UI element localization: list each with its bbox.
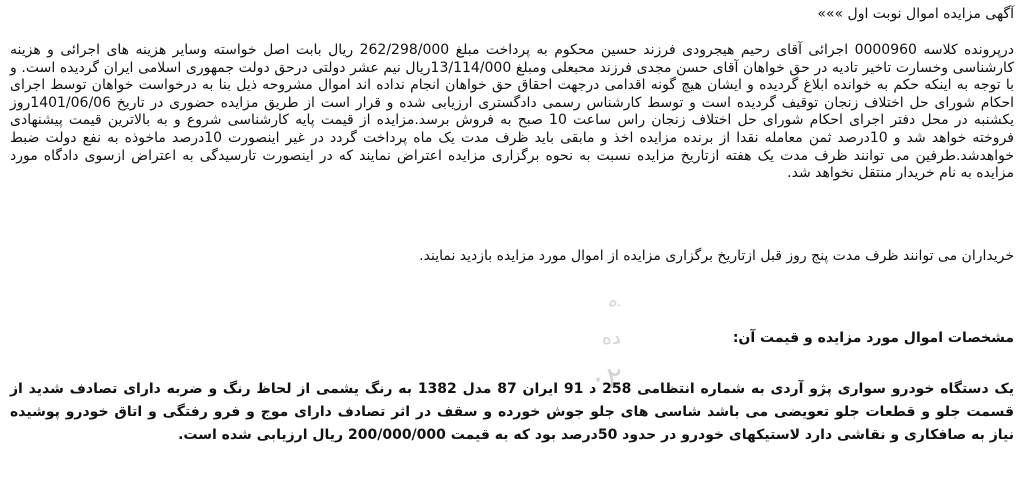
notice-title: آگهی مزایده اموال نوبت اول »»» <box>817 6 1014 22</box>
item-description: یک دستگاه خودرو سواری پژو آردی به شماره انتظامی 258 د 91 ایران 87 مدل 1382 به رنگ یشمی از لحاظ رنگ و ضربه دارای تصادف شدید از قسمت جلو و قطعات جلو تعویضی می باشد شاسی های جلو جوش خورده و سقف در اثر تصادف دارای موج و فرو رفتگی و اتاق خودرو پوشیده نیاز به صافکاری و نقاشی دارد لاستیکهای خودرو در حدود 50درصد بود که به قیمت 200/000/000 ریال ارزیابی شده است. <box>10 381 1015 443</box>
notice-body-paragraph: درپرونده کلاسه 0000960 اجرائی آقای رحیم هیجرودی فرزند حسین محکوم به پرداخت مبلغ 262/298/000 ریال بابت اصل خواسته وسایر هزینه های اجرائی و هزینه کارشناسی وخسارت تاخیر تادیه در حق خواهان آقای حسن مجدی فرزند محبعلی ومبلغ 13/114/000ریال نیم عشر دولتی درحق دولت جمهوری اسلامی ایران گردیده است. و با توجه به اینکه حکم به خوانده ابلاغ گردیده و ایشان هیچ گونه اقدامی درجهت احقاق حق خواهان انجام نداده اند اموال مشروحه ذیل بنا به درخواست خواهان توسط اجرای احکام شورای حل اختلاف زنجان توقیف گردیده است و توسط کارشناس رسمی دادگستری ارزیابی شده و قرار است از طریق مزایده حضوری در تاریخ 1401/06/06روز یکشنبه در محل دفتر اجرای احکام شورای حل اختلاف زنجان راس ساعت 10 صبح به فروش برسد.مزایده از قیمت پایه کارشناسی شروع و به بالاترین قیمت پیشنهادی فروخته خواهد شد و 10درصد ثمن معامله نقدا از برنده مزایده اخذ و مابقی باید ظرف مدت یک ماه پرداخت گردد در غیر اینصورت 10درصد ماخوذه به نفع دولت ضبط خواهدشد.طرفین می توانند ظرف مدت یک هفته ازتاریخ مزایده نسبت به نحوه برگزاری مزایده اعتراض نمایند که در اینصورت تارسیدگی به اعتراض ازسوی دادگاه مورد مزایده به نام خریدار منتقل نخواهد شد. <box>10 42 1014 182</box>
watermark-line-3: ۰۲ <box>590 361 620 396</box>
watermark-line-1: ه <box>608 291 617 311</box>
specs-heading: مشخصات اموال مورد مزایده و قیمت آن: <box>732 330 1014 346</box>
visit-notice-paragraph: خریداران می توانند ظرف مدت پنج روز قبل ازتاریخ برگزاری مزایده از اموال مورد مزایده بازدید نمایند. <box>419 248 1014 264</box>
watermark-line-2: ده <box>602 327 620 349</box>
